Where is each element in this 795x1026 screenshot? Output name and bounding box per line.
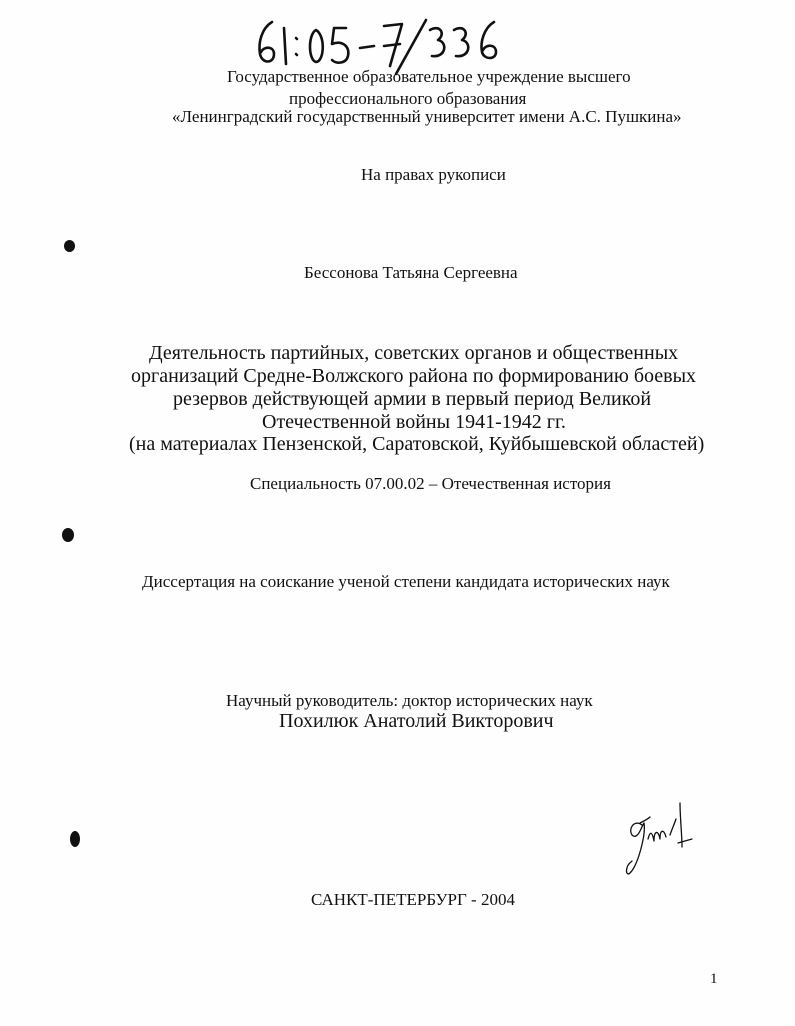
- title-line-4: Отечественной войны 1941-1942 гг.: [262, 411, 566, 433]
- signature-icon: [620, 795, 700, 880]
- supervisor-label: Научный руководитель: доктор исторических наук: [226, 691, 593, 710]
- dissertation-statement: Диссертация на соискание ученой степени кандидата исторических наук: [142, 572, 670, 591]
- manuscript-rights: На правах рукописи: [361, 165, 506, 184]
- page-number: 1: [710, 971, 718, 987]
- title-line-3: резервов действующей армии в первый период Великой: [173, 388, 652, 410]
- specialty: Специальность 07.00.02 – Отечественная история: [250, 474, 611, 493]
- punch-hole-mark: [70, 831, 80, 847]
- signature: [620, 795, 700, 880]
- institution-line-3: «Ленинградский государственный университет имени А.С. Пушкина»: [172, 107, 682, 126]
- punch-hole-mark: [64, 240, 75, 252]
- punch-hole-mark: [62, 528, 74, 542]
- institution-line-1: Государственное образовательное учреждение высшего: [227, 67, 631, 86]
- author-name: Бессонова Татьяна Сергеевна: [304, 263, 518, 282]
- title-line-2: организаций Средне-Волжского района по формированию боевых: [131, 365, 696, 387]
- supervisor-name: Похилюк Анатолий Викторович: [279, 710, 554, 732]
- city-year: САНКТ-ПЕТЕРБУРГ - 2004: [311, 890, 515, 909]
- institution-line-2: профессионального образования: [289, 89, 527, 108]
- title-line-1: Деятельность партийных, советских органов и общественных: [149, 342, 679, 364]
- title-line-5: (на материалах Пензенской, Саратовской, Куйбышевской областей): [129, 433, 705, 455]
